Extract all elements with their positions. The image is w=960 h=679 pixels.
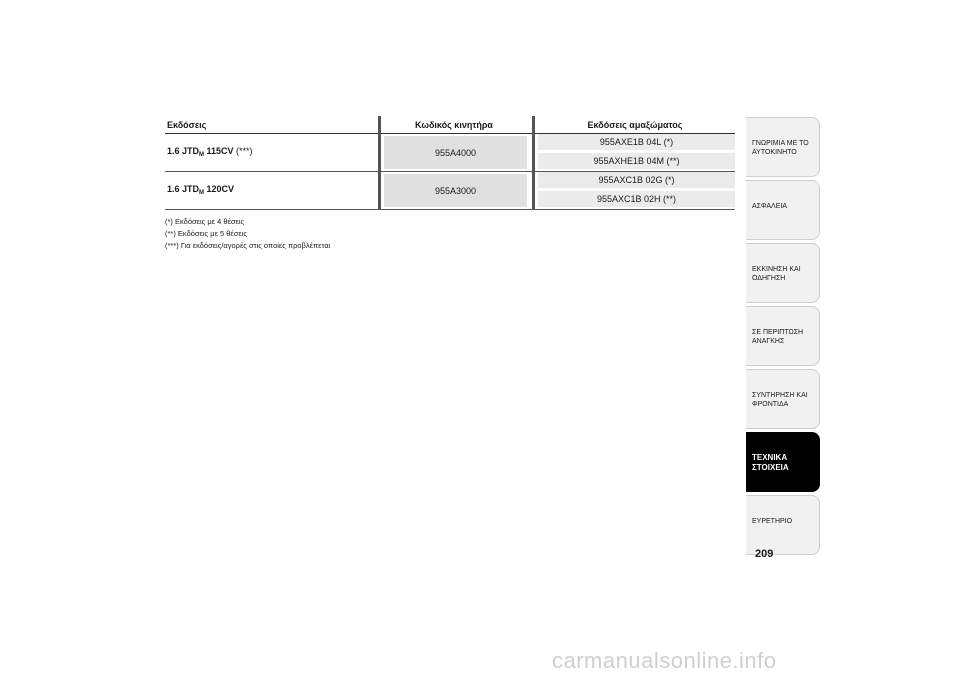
specs-table xyxy=(165,116,735,210)
body-version: 955AXE1B 04L (*) xyxy=(538,134,735,151)
header-engine-code: Κωδικός κινητήρα xyxy=(415,120,493,130)
tab-starting-driving[interactable]: ΕΚΚΙΝΗΣΗ ΚΑΙ ΟΔΗΓΗΣΗ xyxy=(746,243,820,303)
version-name: 1.6 $JTD_M$ 115CV (***) xyxy=(167,146,253,158)
column-divider xyxy=(532,116,535,209)
body-version: 955AXC1B 02G (*) xyxy=(538,172,735,189)
version-name: 1.6 $JTD_M$ 120CV xyxy=(167,184,235,196)
page-number: 209 xyxy=(755,548,774,560)
engine-code-cell: 955A4000 xyxy=(384,136,527,169)
tab-maintenance-care[interactable]: ΣΥΝΤΗΡΗΣΗ ΚΑΙ ΦΡΟΝΤΙΔΑ xyxy=(746,369,820,429)
tab-index[interactable]: ΕΥΡΕΤΗΡΙΟ xyxy=(746,495,820,555)
body-version: 955AXHE1B 04M (**) xyxy=(538,153,735,169)
footnote: (***) Για εκδόσεις/αγορές στις οποίες προβλέπεται xyxy=(165,241,331,250)
table-row xyxy=(165,134,735,172)
section-tabs xyxy=(746,117,820,558)
header-versions: Εκδόσεις xyxy=(167,120,207,130)
column-divider xyxy=(378,116,381,209)
body-versions-cell xyxy=(538,172,735,207)
footnotes xyxy=(165,216,330,252)
body-versions-cell xyxy=(538,134,735,169)
header-body-versions: Εκδόσεις αμαξώματος xyxy=(587,120,683,130)
watermark: carmanualsonline.info xyxy=(552,648,777,673)
tab-getting-to-know-car[interactable]: ΓΝΩΡΙΜΙΑ ΜΕ ΤΟ ΑΥΤΟΚΙΝΗΤΟ xyxy=(746,117,820,177)
tab-safety[interactable]: ΑΣΦΑΛΕΙΑ xyxy=(746,180,820,240)
table-header xyxy=(165,116,735,134)
footnote: (*) Εκδόσεις με 4 θέσεις xyxy=(165,217,245,226)
tab-emergency[interactable]: ΣΕ ΠΕΡΙΠΤΩΣΗ ΑΝΑΓΚΗΣ xyxy=(746,306,820,366)
engine-code-cell: 955A3000 xyxy=(384,174,527,207)
footnote: (**) Εκδόσεις με 5 θέσεις xyxy=(165,229,248,238)
tab-technical-data[interactable]: ΤΕΧΝΙΚΑ ΣΤΟΙΧΕΙΑ xyxy=(746,432,820,492)
table-row xyxy=(165,172,735,210)
body-version: 955AXC1B 02H (**) xyxy=(538,191,735,207)
